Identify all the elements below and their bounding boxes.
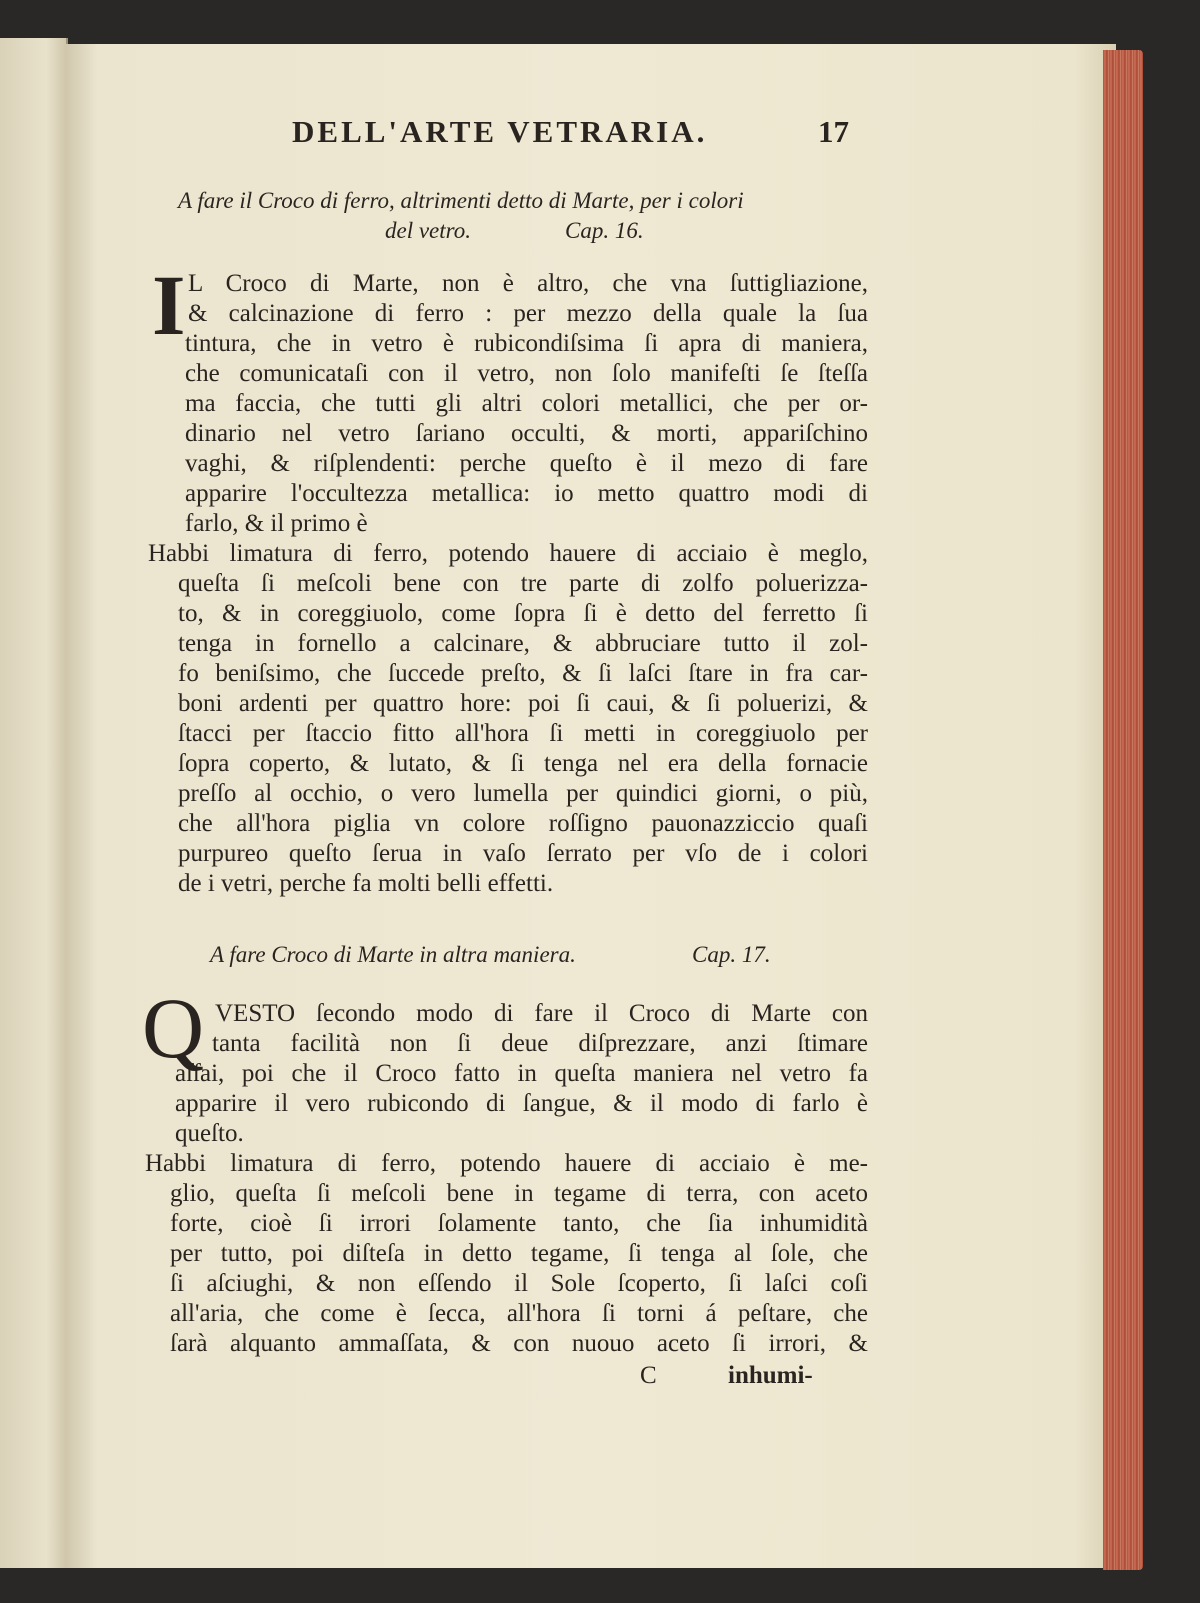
text-line: forte, cioè ſi irrori ſolamente tanto, che ſia inhumidità	[170, 1210, 868, 1237]
text-line: Habbi limatura di ferro, potendo hauere di acciaio è meglo,	[148, 540, 868, 567]
running-head: DELL'ARTE VETRARIA.	[292, 114, 708, 149]
drop-cap-i: I	[152, 257, 186, 353]
facing-page-edge	[0, 38, 68, 1568]
text-line: to, & in coreggiuolo, come ſopra ſi è detto del ferretto ſi	[178, 600, 868, 627]
red-page-edges	[1103, 50, 1143, 1570]
text-line: de i vetri, perche fa molti belli effetti.	[178, 870, 554, 897]
text-line: boni ardenti per quattro hore: poi ſi caui, & ſi poluerizi, &	[178, 690, 868, 717]
text-line: ſarà alquanto ammaſſata, & con nuouo aceto ſi irrori, &	[170, 1330, 868, 1357]
text-line: & calcinazione di ferro : per mezzo della quale la ſua	[188, 300, 868, 327]
text-line: tanta facilità non ſi deue diſprezzare, anzi ſtimare	[212, 1030, 868, 1057]
text-line: VESTO ſecondo modo di fare il Croco di Marte con	[215, 1000, 868, 1027]
catchword: inhumi-	[728, 1362, 813, 1389]
chapter-16-cap: Cap. 16.	[565, 218, 644, 243]
text-line: purpureo queſto ſerua in vaſo ſerrato per vſo de i colori	[178, 840, 868, 867]
text-line: all'aria, che come è ſecca, all'hora ſi torni á peſtare, che	[170, 1300, 868, 1327]
text-line: glio, queſta ſi meſcoli bene in tegame di terra, con aceto	[170, 1180, 868, 1207]
text-line: che all'hora piglia vn colore roſſigno pauonazziccio quaſi	[178, 810, 868, 837]
page-number: 17	[818, 114, 849, 149]
text-line: queſta ſi meſcoli bene con tre parte di zolfo poluerizza-	[178, 570, 868, 597]
text-line: dinario nel vetro ſariano occulti, & morti, appariſchino	[185, 420, 868, 447]
text-line: aſſai, poi che il Croco fatto in queſta maniera nel vetro fa	[175, 1060, 868, 1087]
text-line: vaghi, & riſplendenti: perche queſto è il mezo di fare	[185, 450, 868, 477]
chapter-17-heading: A fare Croco di Marte in altra maniera.	[210, 942, 576, 967]
text-line: L Croco di Marte, non è altro, che vna ſuttigliazione,	[188, 270, 868, 297]
text-line: ſopra coperto, & lutato, & ſi tenga nel era della fornacie	[178, 750, 868, 777]
text-line: apparire il vero rubicondo di ſangue, & il modo di farlo è	[175, 1090, 868, 1117]
text-line: tintura, che in vetro è rubicondiſsima ſi apra di maniera,	[185, 330, 868, 357]
chapter-17-cap: Cap. 17.	[692, 942, 771, 967]
text-line: Habbi limatura di ferro, potendo hauere di acciaio è me-	[145, 1150, 868, 1177]
drop-cap-q: Q	[142, 980, 205, 1076]
text-line: farlo, & il primo è	[185, 510, 368, 537]
signature-mark: C	[640, 1362, 657, 1389]
text-line: tenga in fornello a calcinare, & abbruciare tutto il zol-	[178, 630, 868, 657]
text-line: fo beniſsimo, che ſuccede preſto, & ſi laſci ſtare in fra car-	[178, 660, 868, 687]
text-line: queſto.	[175, 1120, 244, 1147]
text-line: che comunicataſi con il vetro, non ſolo manifeſti ſe ſteſſa	[185, 360, 868, 387]
chapter-16-heading-line-2: del vetro.	[385, 218, 472, 243]
text-line: apparire l'occultezza metallica: io metto quattro modi di	[185, 480, 868, 507]
text-line: preſſo al occhio, o vero lumella per quindici giorni, o più,	[178, 780, 868, 807]
text-line: ſi aſciughi, & non eſſendo il Sole ſcoperto, ſi laſci coſi	[170, 1270, 868, 1297]
chapter-16-heading-line-1: A fare il Croco di ferro, altrimenti detto di Marte, per i colori	[178, 188, 744, 213]
text-line: per tutto, poi diſteſa in detto tegame, ſi tenga al ſole, che	[170, 1240, 868, 1267]
text-line: ſtacci per ſtaccio fitto all'hora ſi metti in coreggiuolo per	[178, 720, 868, 747]
text-line: ma faccia, che tutti gli altri colori metallici, che per or-	[185, 390, 868, 417]
